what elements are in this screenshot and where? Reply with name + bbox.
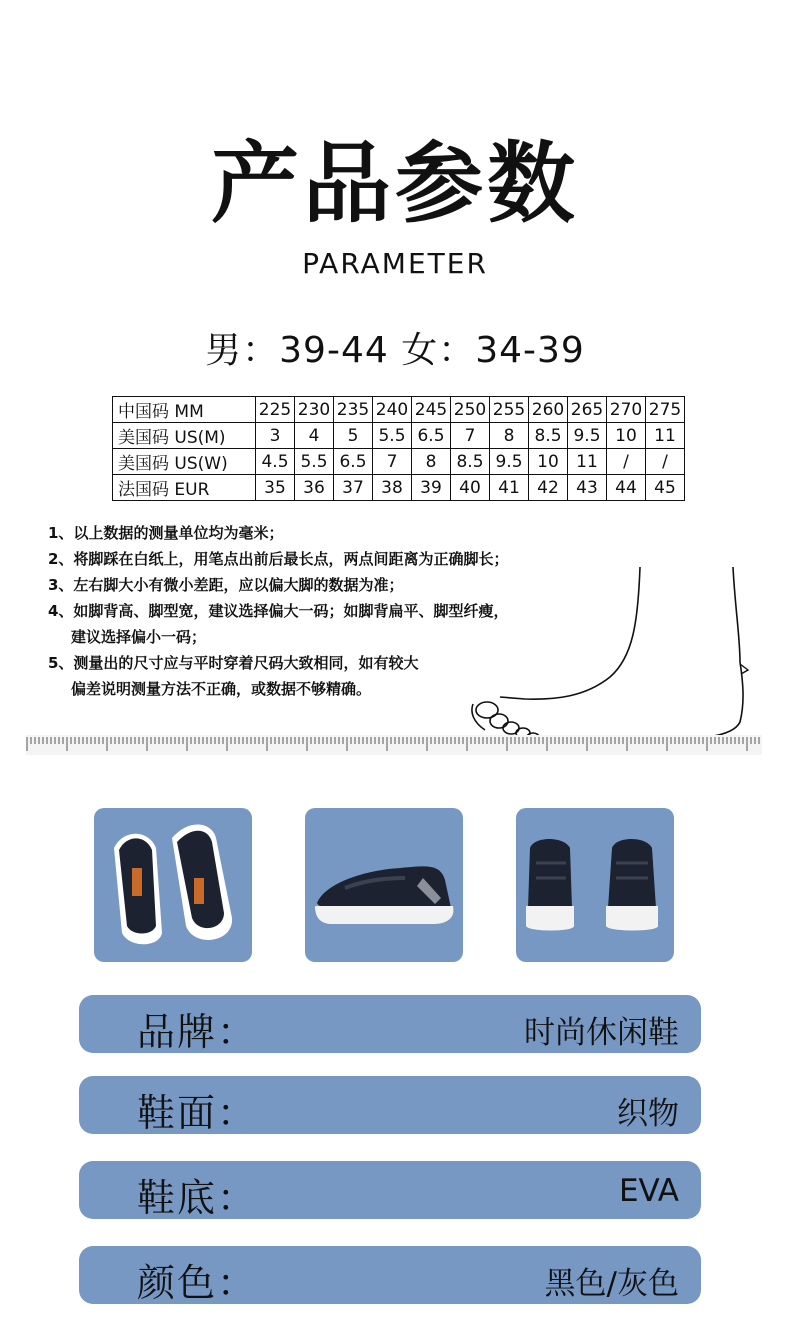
- size-cell: 275: [646, 397, 685, 423]
- size-cell: 240: [373, 397, 412, 423]
- size-cell: 5.5: [373, 423, 412, 449]
- size-cell: 255: [490, 397, 529, 423]
- spec-color-label: 颜色：: [137, 1261, 258, 1305]
- size-cell: 9.5: [490, 449, 529, 475]
- spec-sole-value: EVA: [618, 1173, 679, 1209]
- size-cell: 44: [607, 475, 646, 501]
- note-3: 3、左右脚大小有微小差距，应以偏大脚的数据为准；: [48, 576, 404, 594]
- size-cell: 36: [295, 475, 334, 501]
- size-cell: 6.5: [334, 449, 373, 475]
- size-cell: 8: [412, 449, 451, 475]
- size-cell: 245: [412, 397, 451, 423]
- page-title: 产品参数: [210, 132, 579, 235]
- size-cell: 39: [412, 475, 451, 501]
- size-cell: 37: [334, 475, 373, 501]
- size-cell: 5: [334, 423, 373, 449]
- spec-brand-value: 时尚休闲鞋: [524, 1015, 679, 1051]
- product-photo-top: [94, 808, 252, 962]
- size-cell: 38: [373, 475, 412, 501]
- size-cell: 11: [646, 423, 685, 449]
- size-cell: 43: [568, 475, 607, 501]
- size-cell: 10: [607, 423, 646, 449]
- size-row: [113, 475, 685, 501]
- size-chart-table: [112, 396, 685, 501]
- spec-upper-label: 鞋面：: [137, 1091, 258, 1135]
- spec-brand: [79, 995, 701, 1053]
- size-cell: 35: [256, 475, 295, 501]
- note-5-cont: 偏差说明测量方法不正确，或数据不够精确。: [71, 680, 372, 698]
- size-row-label: 法国码 EUR: [113, 475, 256, 501]
- size-cell: 7: [451, 423, 490, 449]
- size-cell: 4: [295, 423, 334, 449]
- size-cell: 41: [490, 475, 529, 501]
- product-photo-side: [305, 808, 463, 962]
- size-cell: 7: [373, 449, 412, 475]
- spec-upper-value: 织物: [617, 1096, 679, 1132]
- size-cell: 45: [646, 475, 685, 501]
- note-4-cont: 建议选择偏小一码；: [71, 628, 207, 646]
- spec-sole-label: 鞋底：: [137, 1176, 258, 1220]
- note-4: 4、如脚背高、脚型宽，建议选择偏大一码；如脚背扁平、脚型纤瘦，: [48, 602, 509, 620]
- page-subtitle: PARAMETER: [302, 247, 488, 280]
- note-2: 2、将脚踩在白纸上，用笔点出前后最长点，两点间距离为正确脚长；: [48, 550, 509, 568]
- size-cell: 3: [256, 423, 295, 449]
- foot-illustration: [465, 562, 765, 747]
- size-cell: 9.5: [568, 423, 607, 449]
- size-cell: 5.5: [295, 449, 334, 475]
- note-5: 5、测量出的尺寸应与平时穿着尺码大致相同，如有较大: [48, 654, 419, 672]
- size-range: 男：39-44 女：34-39: [205, 330, 585, 371]
- size-row-label: 美国码 US(M): [113, 423, 256, 449]
- spec-color: [79, 1246, 701, 1304]
- size-cell: 8: [490, 423, 529, 449]
- spec-brand-label: 品牌：: [137, 1010, 258, 1054]
- ruler-strip: [26, 735, 762, 755]
- size-cell: /: [646, 449, 685, 475]
- size-cell: 40: [451, 475, 490, 501]
- size-cell: 42: [529, 475, 568, 501]
- size-cell: 265: [568, 397, 607, 423]
- size-cell: 230: [295, 397, 334, 423]
- size-cell: 8.5: [451, 449, 490, 475]
- size-cell: 250: [451, 397, 490, 423]
- spec-upper: [79, 1076, 701, 1134]
- size-cell: 260: [529, 397, 568, 423]
- size-row: [113, 423, 685, 449]
- spec-color-value: 黑色/灰色: [544, 1266, 679, 1302]
- size-cell: 4.5: [256, 449, 295, 475]
- size-row-label: 美国码 US(W): [113, 449, 256, 475]
- size-cell: /: [607, 449, 646, 475]
- spec-sole: [79, 1161, 701, 1219]
- size-cell: 8.5: [529, 423, 568, 449]
- size-row-label: 中国码 MM: [113, 397, 256, 423]
- product-photo-back: [516, 808, 674, 962]
- size-cell: 225: [256, 397, 295, 423]
- size-cell: 6.5: [412, 423, 451, 449]
- size-row: [113, 449, 685, 475]
- size-row: [113, 397, 685, 423]
- size-cell: 235: [334, 397, 373, 423]
- size-cell: 270: [607, 397, 646, 423]
- note-1: 1、以上数据的测量单位均为毫米；: [48, 524, 284, 542]
- size-cell: 11: [568, 449, 607, 475]
- size-cell: 10: [529, 449, 568, 475]
